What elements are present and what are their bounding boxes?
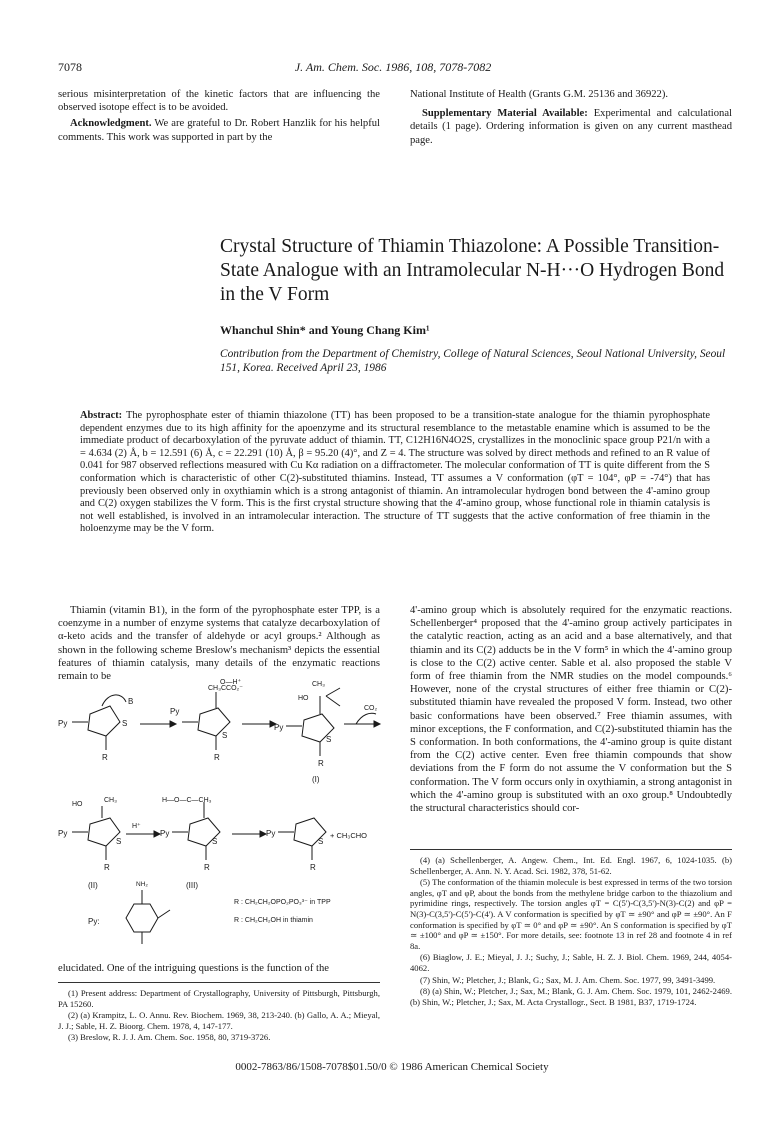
supp-label: Supplementary Material Available: bbox=[422, 108, 588, 120]
body-right-column bbox=[410, 604, 732, 818]
r-label: R bbox=[214, 753, 220, 762]
r-label: R bbox=[318, 759, 324, 768]
footnote-7: (7) Shin, W.; Pletcher, J.; Blank, G.; Sax, M. J. Am. Chem. Soc. 1977, 99, 3491-3499. bbox=[420, 974, 716, 985]
ho-label: HO bbox=[72, 801, 83, 808]
footnote-6: (6) Biaglow, J. E.; Mieyal, J. J.; Suchy, J.; Sable, H. Z. J. Biol. Chem. 1969, 244, 4054-4062. bbox=[410, 952, 732, 973]
py-definition-label: Py: bbox=[88, 917, 100, 926]
nh2-label: NH₂ bbox=[136, 881, 148, 888]
abstract-label: Abstract: bbox=[80, 410, 123, 421]
s-label: S bbox=[212, 837, 218, 846]
previous-article-end-right bbox=[410, 88, 732, 150]
acetaldehyde-label: + CH₃CHO bbox=[330, 831, 368, 840]
supplementary-material bbox=[410, 107, 732, 147]
ylide-structure bbox=[58, 695, 133, 762]
footnote-5: (5) The conformation of the thiamin molecule is best expressed in terms of the two torsion angles, φT and φP, about the bonds from the methylene bridge carbon to the thiazolium and pyrimidine rings, respectively. The torsion angles φT = C(5')-C(3,5')-N(3)-C(2) and φP = N(3)-C(3,5')-C(5')-C(4'). A V conformation is specified by φT ≃ ±90° and φP ≃ ±90°. An F conformation is specified by φT ≃ 0° and φP ≃ ±90°. An S conformation is specified by φT ≃ ±100° and φP ≃ ±150°. For more details, see: footnote 13 in ref 28 and footnote 4 in ref 8a. bbox=[410, 877, 732, 951]
py-label: Py bbox=[170, 707, 180, 716]
journal-citation: J. Am. Chem. Soc. 1986, 108, 7078-7082 bbox=[294, 60, 492, 74]
ch3-label: CH₃ bbox=[312, 681, 325, 688]
funding-text: National Institute of Health (Grants G.M. 25136 and 36922). bbox=[410, 89, 669, 100]
footnote-2: (2) (a) Krampitz, L. O. Annu. Rev. Biochem. 1969, 38, 213-240. (b) Gallo, A. A.; Mieyal, J. J.; Sable, H. Z. Bioorg. Chem. 1978, 4, 147-177. bbox=[58, 1010, 380, 1031]
copyright-footer: 0002-7863/86/1508-7078$01.50/0 © 1986 American Chemical Society bbox=[235, 1061, 549, 1073]
ack-text: We are grateful to Dr. Robert Hanzlik for his helpful comments. This work was supported in part by the bbox=[58, 118, 380, 143]
compound-II bbox=[58, 797, 121, 890]
authors: Whanchul Shin* and Young Chang Kim¹ bbox=[220, 323, 430, 337]
s-label: S bbox=[318, 837, 324, 846]
body-right-text: 4'-amino group which is absolutely required for the enzymatic reactions. Schellenberger⁴ proposed that the 4'-amino group actively participates in the catalytic reaction, acting as an acid and a base alternatively, and that thiamin and its C(2) adducts be in the V form⁵ in which the 4'-amino group is close to the C(2) active center. Sable et al. also proposed the stable V form of free thiamin from the NMR studies on the model compounds.⁶ However, none of the crystal structures of either free thiamin or C(2)-substituted thiamin have revealed the proposed V form. Instead, two other basic conformations have been observed.⁷ Free thiamin assumes, with minor exceptions, the F conformation, and C(2)-substituted thiamin has the S conformation. In both conformations, the 4'-amino group is quite distant from the C(2) active center. Even free thiamin compounds that show deviations from the F form do not assume the V conformation but the S conformation. The V form occurs only in oxythiamin, a strong antagonist in which the 4'-amino group is substituted with an oxo group.⁸ Undoubtedly the structural characteristics should cor- bbox=[410, 605, 732, 815]
s-label: S bbox=[122, 719, 128, 728]
pyrimidine-ring bbox=[126, 904, 158, 932]
ch3co2-label: CH₃CCO₂⁻ bbox=[208, 685, 243, 692]
footnote-rule-left bbox=[58, 982, 380, 983]
abstract-text: The pyrophosphate ester of thiamin thiazolone (TT) has been proposed to be a transition-state analogue for the thiamin pyrophosphate dependent enzymes due to its high affinity for the apoenzyme and its structural resemblance to the metastable enamine which is assumed to be the immediate product of decarboxylation of the pyruvate adduct of thiamin. TT, C12H16N4O2S, crystallizes in the monoclinic space group P21/n with a = 4.634 (2) Å, b = 12.591 (6) Å, c = 22.291 (10) Å, β = 95.20 (4)°, and Z = 4. The structure was solved by direct methods and refined to an R value of 0.041 for 987 observed reflections measured with Cu Kα radiation on a diffractometer. The molecular conformation of TT is quite different from the S conformation which is characteristic of other C(2)-substituted thiamins. Instead, TT assumes a V conformation (φT = 104°, φP = -74°) that has previously been observed only in oxythiamin which is a strong antagonist of thiamin. An intramolecular hydrogen bond between the 4'-amino group and C(2) oxygen stabilizes the V form. This is the first crystal structure showing that the 4'-amino group, whose functional role in thiamin catalysis is not well established, is involved in an intramolecular interaction. The structure of TT suggests that the active conformation of free thiamin in the holoenzyme may be the V form. bbox=[80, 410, 710, 535]
previous-text: serious misinterpretation of the kinetic factors that are influencing the observed isotope effect is to be avoided. bbox=[58, 89, 380, 114]
ch3-label: CH₃ bbox=[104, 797, 117, 804]
compound-III-label: (III) bbox=[186, 881, 198, 890]
compound-III bbox=[160, 797, 220, 890]
regenerated-ylide bbox=[266, 818, 326, 872]
footnote-3: (3) Breslow, R. J. J. Am. Chem. Soc. 1958, 80, 3719-3726. bbox=[68, 1032, 271, 1043]
oh-plus-label: O—H⁺ bbox=[220, 679, 242, 686]
b-label: B bbox=[128, 697, 134, 706]
co2-label: CO₂ bbox=[364, 705, 378, 712]
footnote-rule-right bbox=[410, 849, 732, 850]
hoc-ch3-label: H—O—C—CH₃ bbox=[162, 797, 212, 804]
h-plus-label: H⁺ bbox=[132, 823, 141, 830]
r-label: R bbox=[204, 863, 210, 872]
breslow-mechanism-scheme bbox=[58, 678, 388, 960]
footnote-4: (4) (a) Schellenberger, A. Angew. Chem., Int. Ed. Engl. 1967, 6, 1024-1035. (b) Schellenberger, A. Ann. N. Y. Acad. Sci. 1982, 378, 51-62. bbox=[410, 855, 732, 876]
pyruvate-adduct bbox=[170, 678, 243, 762]
r-definition-tpp: R : CH₂CH₂OPO₂PO₃³⁻ in TPP bbox=[234, 899, 331, 906]
previous-article-end-left bbox=[58, 88, 380, 147]
footnotes-right bbox=[410, 855, 732, 1008]
py-label: Py bbox=[58, 719, 68, 728]
py-label: Py bbox=[266, 829, 276, 838]
intro-continued bbox=[58, 962, 380, 978]
compound-I-label: (I) bbox=[312, 775, 320, 784]
footnote-8: (8) (a) Shin, W.; Pletcher, J.; Sax, M.; Blank, G. J. Am. Chem. Soc. 1979, 101, 2462-2469. (b) Shin, W.; Pletcher, J.; Sax, M. Acta Crystallogr., Sect. B 1981, B37, 1719-1724. bbox=[410, 986, 732, 1007]
s-label: S bbox=[116, 837, 122, 846]
page-number: 7078 bbox=[58, 60, 82, 74]
intro-text: Thiamin (vitamin B1), in the form of the pyrophosphate ester TPP, is a coenzyme in a number of enzyme systems that catalyze decarboxylation of α-keto acids and the transfer of aldehyde or acyl groups.² Although as shown in the following scheme Breslow's mechanism³ depicts the essential features of thiamin catalysis, many details of the enzymatic reactions remain to be bbox=[58, 605, 380, 683]
footnotes-left bbox=[58, 988, 380, 1044]
py-label: Py bbox=[58, 829, 68, 838]
r-label: R bbox=[102, 753, 108, 762]
r-label: R bbox=[104, 863, 110, 872]
affiliation: Contribution from the Department of Chemistry, College of Natural Sciences, Seoul National University, Seoul 151, Korea. Received April 23, 1986 bbox=[220, 348, 726, 374]
s-label: S bbox=[222, 731, 228, 740]
s-label: S bbox=[326, 735, 332, 744]
ho-label: HO bbox=[298, 695, 309, 702]
intro-paragraph bbox=[58, 604, 380, 686]
supp-text: Experimental and calculational details (1 page). Ordering information is given on any current masthead page. bbox=[410, 108, 732, 146]
py-label: Py bbox=[274, 723, 284, 732]
r-definition-thiamin: R : CH₂CH₂OH in thiamin bbox=[234, 917, 313, 924]
compound-I bbox=[274, 681, 340, 784]
ack-label: Acknowledgment. bbox=[70, 118, 152, 130]
abstract bbox=[80, 410, 710, 536]
footnote-1: (1) Present address: Department of Crystallography, University of Pittsburgh, Pittsburgh, PA 15260. bbox=[58, 988, 380, 1009]
py-label: Py bbox=[160, 829, 170, 838]
article-title: Crystal Structure of Thiamin Thiazolone: A Possible Transition-State Analogue with an Intramolecular N-H···O Hydrogen Bond in the V Form bbox=[220, 236, 725, 305]
acknowledgment bbox=[58, 117, 380, 143]
r-label: R bbox=[310, 863, 316, 872]
intro-continued-text: elucidated. One of the intriguing questions is the function of the bbox=[58, 963, 329, 974]
compound-II-label: (II) bbox=[88, 881, 98, 890]
